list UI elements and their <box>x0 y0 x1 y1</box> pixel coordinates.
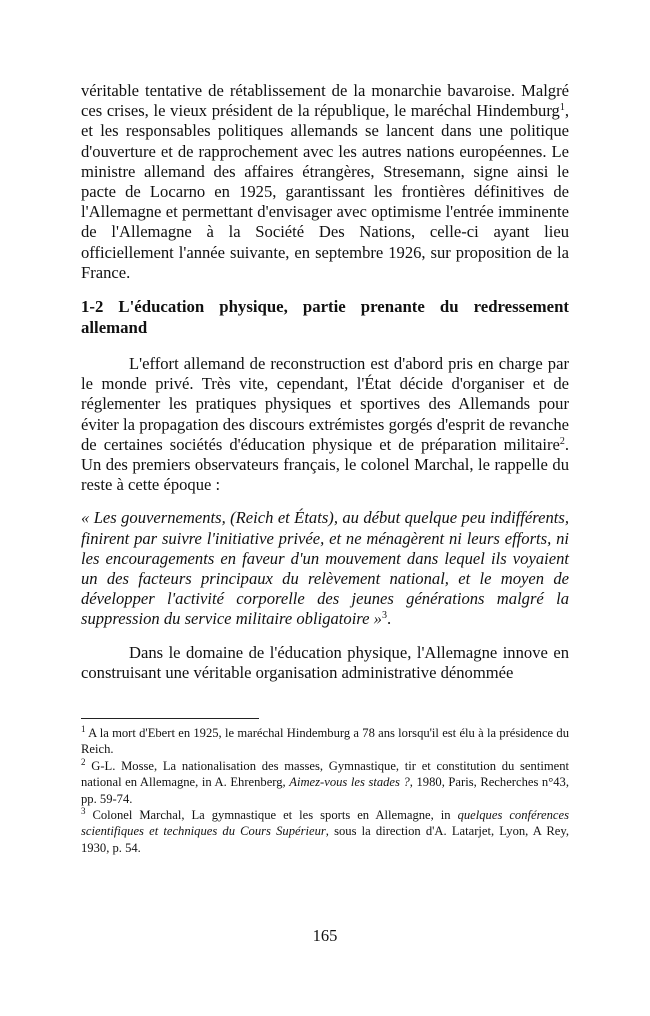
footnote-title: quelques conférences scientifiques et techniques du Cours Supérieur <box>81 808 570 839</box>
footnote-title: Aimez-vous les stades ? <box>289 775 410 790</box>
footnote-ref[interactable]: 2 <box>559 435 565 447</box>
footnote-text: A la mort d'Ebert en 1925, le maréchal Hindemburg a 78 ans lorsqu'il est élu à la présidence du Reich. <box>81 726 569 757</box>
footnote-text: G-L. Mosse, La nationalisation des masses, Gymnastique, tir et constitution du sentiment national en Allemagne, in A. Ehrenberg, <box>81 758 569 790</box>
paragraph: Dans le domaine de l'éducation physique, l'Allemagne innove en construisant une véritable organisation administrative dénommée <box>81 642 569 682</box>
paragraph <box>81 354 569 495</box>
quote-end: . <box>386 609 392 629</box>
footnote-ref[interactable]: 3 <box>381 610 387 622</box>
footnote-text: , sous la direction d'A. Latarjet, Lyon, A Rey, 1930, p. 54. <box>81 824 569 855</box>
footnote <box>81 807 569 856</box>
footnote-number: 3 <box>81 806 86 817</box>
paragraph-text: véritable tentative de rétablissement de la monarchie bavaroise. Malgré ces crises, le vieux président de la république, le maréchal Hindemburg <box>81 81 569 121</box>
section-heading: 1-2 L'éducation physique, partie prenante du redressement allemand <box>81 297 569 337</box>
paragraph-text: , et les responsables politiques allemands se lancent dans une politique d'ouverture et de rapprochement avec les autres nations européennes. Le ministre allemand des affaires étrangères, Stresemann, signe ainsi le pacte de Locarno en 1925, garantissant les frontières définitives de l'Allemagne et permettant d'envisager avec optimisme l'entrée imminente de l'Allemagne à la Société Des Nations, celle-ci ayant lieu officiellement l'année suivante, en septembre 1926, sur proposition de la France. <box>81 101 569 282</box>
paragraph-text: . Un des premiers observateurs français, le colonel Marchal, le rappelle du reste à cette époque : <box>81 434 569 495</box>
footnote <box>81 758 569 807</box>
footnote-separator <box>81 718 259 719</box>
footnote-number: 2 <box>81 756 86 767</box>
footnote-text: Colonel Marchal, La gymnastique et les sports en Allemagne, in <box>85 808 458 823</box>
footnote-text: , 1980, Paris, Recherches n°43, pp. 59-74. <box>81 775 569 806</box>
main-text <box>81 81 569 683</box>
block-quote <box>81 508 569 629</box>
footnote-ref[interactable]: 1 <box>559 102 565 114</box>
footnote <box>81 725 569 758</box>
footnote-number: 1 <box>81 724 86 734</box>
quote-text: « Les gouvernements, (Reich et États), au début quelque peu indifférents, finirent par suivre l'initiative privée, et ne ménagèrent ni leurs efforts, ni les encouragements en faveur d'un mouvement dans lequel ils voyaient un des facteurs principaux du relèvement national, et le moyen de développer l'activité corporelle des jeunes générations malgré la suppression du service militaire obligatoire » <box>81 508 569 629</box>
page-number: 165 <box>312 926 338 945</box>
paragraph-text: L'effort allemand de reconstruction est d'abord pris en charge par le monde privé. Très vite, cependant, l'État décide d'organiser et de réglementer les pratiques physiques et sportives des Allemands pour éviter la propagation des discours extrémistes gorgés d'esprit de revanche de certaines sociétés d'éducation physique et de préparation militaire <box>81 354 569 454</box>
paragraph <box>81 81 569 283</box>
footnotes <box>81 725 569 856</box>
